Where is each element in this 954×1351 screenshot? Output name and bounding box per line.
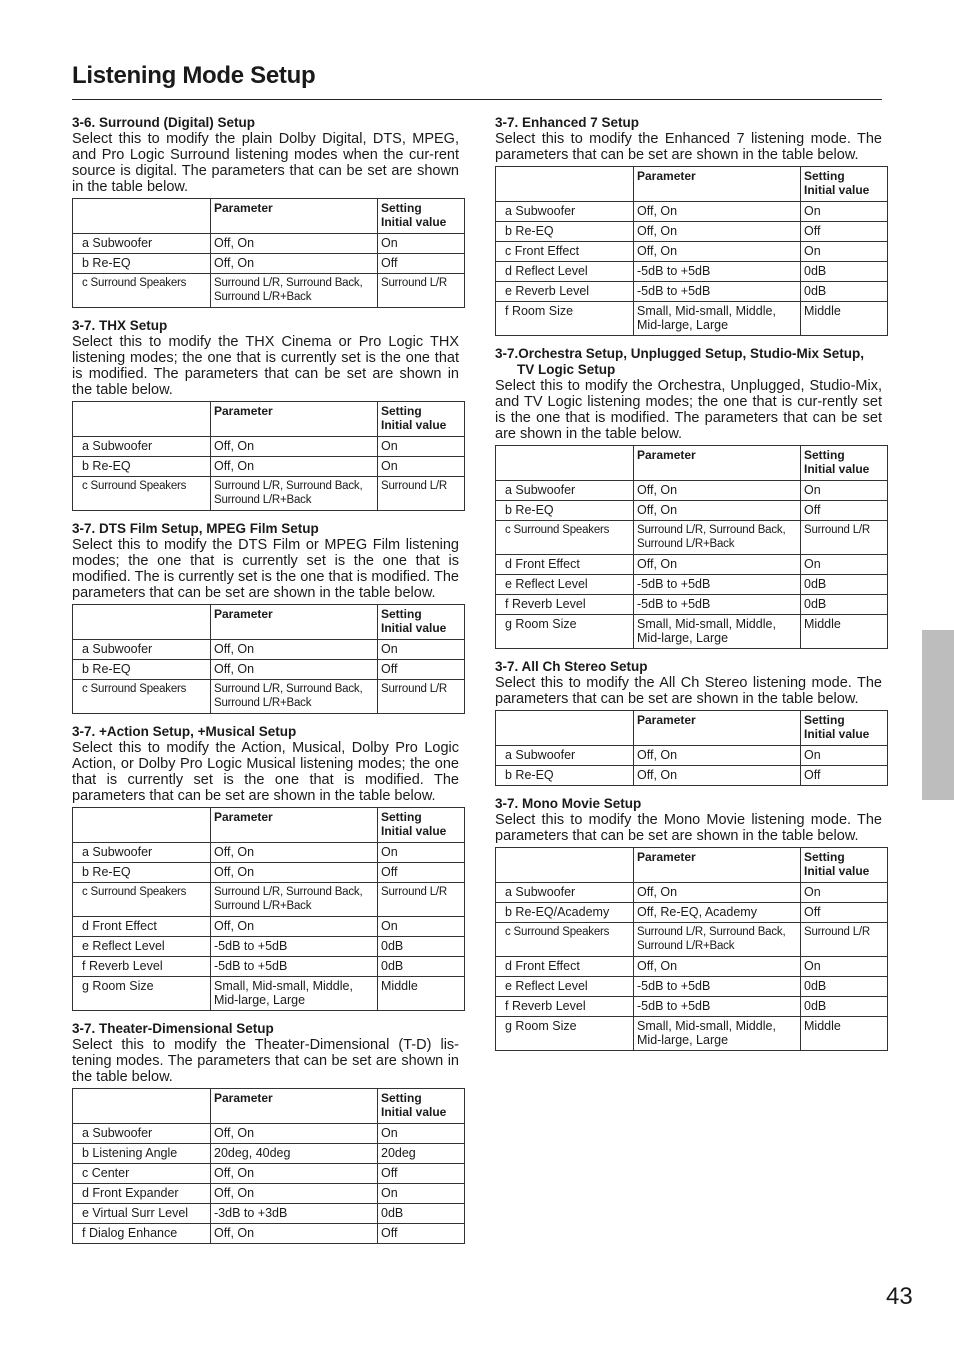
parameter-cell: Off, On xyxy=(634,555,801,575)
header-empty-cell xyxy=(73,199,211,234)
header-empty-cell xyxy=(73,808,211,843)
initial-value-cell: On xyxy=(378,234,465,254)
section-title: 3-7. Theater-Dimensional Setup xyxy=(72,1021,274,1036)
header-setting xyxy=(378,605,465,640)
table-row xyxy=(496,1017,888,1051)
initial-value-cell: On xyxy=(378,1124,465,1144)
parameter-table xyxy=(72,401,465,511)
item-cell: b Re-EQ xyxy=(496,222,634,242)
initial-value-cell: On xyxy=(801,202,888,222)
section-title: 3-7. All Ch Stereo Setup xyxy=(495,659,648,674)
table-row xyxy=(496,302,888,336)
header-setting xyxy=(378,808,465,843)
initial-value-cell: 0dB xyxy=(801,575,888,595)
initial-value-cell: 0dB xyxy=(801,282,888,302)
item-cell: b Re-EQ xyxy=(496,501,634,521)
page-title: Listening Mode Setup xyxy=(72,62,316,89)
header-setting-line2: Initial value xyxy=(804,864,870,878)
parameter-cell: Off, On xyxy=(211,660,378,680)
table-header-row xyxy=(496,167,888,202)
header-setting-line2: Initial value xyxy=(381,215,447,229)
item-cell: a Subwoofer xyxy=(73,843,211,863)
initial-value-cell: 0dB xyxy=(801,595,888,615)
initial-value-cell: 0dB xyxy=(801,977,888,997)
table-row xyxy=(496,575,888,595)
table-row xyxy=(73,1204,465,1224)
item-cell: f Reverb Level xyxy=(73,957,211,977)
section-description: Select this to modify the Orchestra, Unplugged, Studio-Mix, and TV Logic listening modes; the one that is cur-rently set is the one that is modified. The parameters that can be set are shown in the table below. xyxy=(495,378,882,442)
parameter-cell: -5dB to +5dB xyxy=(634,282,801,302)
parameter-cell: Off, On xyxy=(211,1184,378,1204)
table-row xyxy=(496,977,888,997)
header-parameter: Parameter xyxy=(211,199,378,234)
initial-value-cell: On xyxy=(801,555,888,575)
item-cell: f Room Size xyxy=(496,302,634,336)
initial-value-cell: On xyxy=(801,883,888,903)
initial-value-cell: Off xyxy=(801,222,888,242)
header-setting xyxy=(801,848,888,883)
table-row xyxy=(73,660,465,680)
table-row xyxy=(496,202,888,222)
item-cell: f Dialog Enhance xyxy=(73,1224,211,1244)
table-header-row xyxy=(73,199,465,234)
table-row xyxy=(496,521,888,555)
initial-value-cell: Middle xyxy=(801,1017,888,1051)
header-parameter: Parameter xyxy=(211,605,378,640)
table-row xyxy=(496,883,888,903)
table-row xyxy=(73,477,465,511)
table-row xyxy=(496,555,888,575)
item-cell: d Front Effect xyxy=(73,917,211,937)
header-setting-line2: Initial value xyxy=(381,418,447,432)
parameter-cell: Off, On xyxy=(211,1164,378,1184)
initial-value-cell: Surround L/R xyxy=(801,521,888,555)
setup-section xyxy=(72,1021,459,1244)
initial-value-cell: On xyxy=(378,843,465,863)
header-empty-cell xyxy=(73,605,211,640)
table-row xyxy=(73,957,465,977)
initial-value-cell: Middle xyxy=(801,302,888,336)
item-cell: e Virtual Surr Level xyxy=(73,1204,211,1224)
title-divider xyxy=(72,99,882,100)
parameter-cell: Off, On xyxy=(634,746,801,766)
header-setting-line1: Setting xyxy=(381,201,422,215)
table-row xyxy=(496,997,888,1017)
section-description: Select this to modify the All Ch Stereo listening mode. The parameters that can be set are shown in the table below. xyxy=(495,675,882,707)
table-row xyxy=(73,1224,465,1244)
item-cell: c Surround Speakers xyxy=(496,923,634,957)
table-row xyxy=(73,437,465,457)
table-row xyxy=(496,242,888,262)
item-cell: b Listening Angle xyxy=(73,1144,211,1164)
header-setting-line1: Setting xyxy=(804,713,845,727)
initial-value-cell: Surround L/R xyxy=(378,274,465,308)
header-setting xyxy=(801,446,888,481)
table-row xyxy=(73,680,465,714)
initial-value-cell: Off xyxy=(801,501,888,521)
table-row xyxy=(73,1144,465,1164)
parameter-cell: Off, Re-EQ, Academy xyxy=(634,903,801,923)
parameter-cell: Off, On xyxy=(634,242,801,262)
parameter-cell: Small, Mid-small, Middle, Mid-large, Large xyxy=(634,1017,801,1051)
item-cell: g Room Size xyxy=(73,977,211,1011)
setup-section xyxy=(72,724,459,1011)
parameter-cell: -5dB to +5dB xyxy=(211,957,378,977)
section-title: 3-7.Orchestra Setup, Unplugged Setup, Studio-Mix Setup, TV Logic Setup xyxy=(495,346,865,377)
header-setting-line2: Initial value xyxy=(804,462,870,476)
parameter-table xyxy=(495,445,888,649)
initial-value-cell: Surround L/R xyxy=(378,680,465,714)
header-setting-line1: Setting xyxy=(381,404,422,418)
parameter-cell: Off, On xyxy=(211,437,378,457)
item-cell: e Reverb Level xyxy=(496,282,634,302)
initial-value-cell: 20deg xyxy=(378,1144,465,1164)
initial-value-cell: On xyxy=(378,1184,465,1204)
parameter-cell: Off, On xyxy=(211,457,378,477)
parameter-cell: -5dB to +5dB xyxy=(634,595,801,615)
section-title: 3-7. THX Setup xyxy=(72,318,168,333)
parameter-cell: Surround L/R, Surround Back, Surround L/R+Back xyxy=(211,680,378,714)
page-number: 43 xyxy=(886,1283,913,1310)
parameter-cell: Off, On xyxy=(211,640,378,660)
header-setting-line1: Setting xyxy=(804,448,845,462)
table-row xyxy=(496,481,888,501)
initial-value-cell: 0dB xyxy=(378,957,465,977)
header-setting-line2: Initial value xyxy=(804,727,870,741)
item-cell: g Room Size xyxy=(496,1017,634,1051)
item-cell: a Subwoofer xyxy=(73,437,211,457)
initial-value-cell: On xyxy=(378,457,465,477)
table-row xyxy=(73,234,465,254)
initial-value-cell: Off xyxy=(378,1164,465,1184)
parameter-cell: Small, Mid-small, Middle, Mid-large, Large xyxy=(634,302,801,336)
parameter-cell: Off, On xyxy=(634,501,801,521)
parameter-table xyxy=(495,847,888,1051)
item-cell: c Surround Speakers xyxy=(73,883,211,917)
parameter-cell: Off, On xyxy=(211,1224,378,1244)
table-row xyxy=(496,903,888,923)
parameter-cell: Surround L/R, Surround Back, Surround L/R+Back xyxy=(634,521,801,555)
table-row xyxy=(496,923,888,957)
table-row xyxy=(73,843,465,863)
item-cell: a Subwoofer xyxy=(73,1124,211,1144)
header-parameter: Parameter xyxy=(634,167,801,202)
header-setting-line2: Initial value xyxy=(381,1105,447,1119)
item-cell: c Center xyxy=(73,1164,211,1184)
right-column xyxy=(495,115,882,1061)
initial-value-cell: On xyxy=(801,481,888,501)
item-cell: a Subwoofer xyxy=(496,202,634,222)
item-cell: b Re-EQ xyxy=(73,457,211,477)
section-description: Select this to modify the Action, Musical, Dolby Pro Logic Action, or Dolby Pro Logic Musical listening modes; the one that is currently set is the one that is modified. The parameters that can be set are shown in the table below. xyxy=(72,740,459,804)
section-description: Select this to modify the THX Cinema or Pro Logic THX listening modes; the one that is currently set is the one that is modified. The parameters that can be set are shown in the table below. xyxy=(72,334,459,398)
table-row xyxy=(73,1124,465,1144)
initial-value-cell: On xyxy=(801,242,888,262)
header-parameter: Parameter xyxy=(634,848,801,883)
initial-value-cell: On xyxy=(801,746,888,766)
header-parameter: Parameter xyxy=(211,402,378,437)
initial-value-cell: Middle xyxy=(801,615,888,649)
setup-section xyxy=(72,521,459,714)
initial-value-cell: Off xyxy=(378,863,465,883)
header-parameter: Parameter xyxy=(211,808,378,843)
parameter-table xyxy=(495,710,888,786)
table-row xyxy=(73,274,465,308)
parameter-cell: Off, On xyxy=(211,863,378,883)
table-row xyxy=(73,917,465,937)
parameter-cell: Surround L/R, Surround Back, Surround L/R+Back xyxy=(634,923,801,957)
section-description: Select this to modify the Mono Movie listening mode. The parameters that can be set are shown in the table below. xyxy=(495,812,882,844)
header-parameter: Parameter xyxy=(634,711,801,746)
parameter-cell: -5dB to +5dB xyxy=(211,937,378,957)
setup-section xyxy=(72,318,459,511)
header-setting-line1: Setting xyxy=(381,607,422,621)
section-title: 3-6. Surround (Digital) Setup xyxy=(72,115,256,130)
header-setting-line2: Initial value xyxy=(381,824,447,838)
parameter-cell: Small, Mid-small, Middle, Mid-large, Large xyxy=(211,977,378,1011)
item-cell: b Re-EQ xyxy=(73,254,211,274)
initial-value-cell: 0dB xyxy=(378,1204,465,1224)
header-setting-line1: Setting xyxy=(804,169,845,183)
initial-value-cell: On xyxy=(378,437,465,457)
setup-section xyxy=(72,115,459,308)
parameter-cell: Off, On xyxy=(211,234,378,254)
parameter-cell: Surround L/R, Surround Back, Surround L/R+Back xyxy=(211,477,378,511)
section-title: 3-7. Mono Movie Setup xyxy=(495,796,642,811)
header-parameter: Parameter xyxy=(634,446,801,481)
table-row xyxy=(496,766,888,786)
item-cell: a Subwoofer xyxy=(496,746,634,766)
header-setting xyxy=(801,711,888,746)
initial-value-cell: Off xyxy=(378,660,465,680)
table-row xyxy=(73,937,465,957)
table-header-row xyxy=(496,711,888,746)
item-cell: b Re-EQ xyxy=(73,863,211,883)
initial-value-cell: Off xyxy=(378,254,465,274)
header-parameter: Parameter xyxy=(211,1089,378,1124)
item-cell: d Front Expander xyxy=(73,1184,211,1204)
setup-section xyxy=(495,796,882,1051)
initial-value-cell: Off xyxy=(378,1224,465,1244)
item-cell: b Re-EQ xyxy=(73,660,211,680)
parameter-cell: Off, On xyxy=(211,254,378,274)
table-row xyxy=(496,615,888,649)
table-header-row xyxy=(496,848,888,883)
initial-value-cell: 0dB xyxy=(378,937,465,957)
initial-value-cell: Off xyxy=(801,903,888,923)
item-cell: e Reflect Level xyxy=(496,977,634,997)
table-row xyxy=(73,863,465,883)
parameter-cell: Off, On xyxy=(634,202,801,222)
item-cell: f Reverb Level xyxy=(496,595,634,615)
initial-value-cell: On xyxy=(378,640,465,660)
initial-value-cell: On xyxy=(801,957,888,977)
table-row xyxy=(496,501,888,521)
item-cell: g Room Size xyxy=(496,615,634,649)
initial-value-cell: Surround L/R xyxy=(378,883,465,917)
chapter-side-tab xyxy=(922,630,954,800)
item-cell: a Subwoofer xyxy=(73,234,211,254)
header-empty-cell xyxy=(73,1089,211,1124)
parameter-cell: Off, On xyxy=(211,1124,378,1144)
header-setting-line2: Initial value xyxy=(381,621,447,635)
item-cell: a Subwoofer xyxy=(496,481,634,501)
table-row xyxy=(496,282,888,302)
parameter-table xyxy=(72,604,465,714)
initial-value-cell: 0dB xyxy=(801,262,888,282)
item-cell: c Surround Speakers xyxy=(73,680,211,714)
item-cell: a Subwoofer xyxy=(496,883,634,903)
table-row xyxy=(73,457,465,477)
section-description: Select this to modify the plain Dolby Digital, DTS, MPEG, and Pro Logic Surround listening modes when the cur-rent source is digital. The parameters that can be set are shown in the table below. xyxy=(72,131,459,195)
item-cell: e Reflect Level xyxy=(73,937,211,957)
header-empty-cell xyxy=(73,402,211,437)
header-empty-cell xyxy=(496,167,634,202)
parameter-cell: Small, Mid-small, Middle, Mid-large, Large xyxy=(634,615,801,649)
item-cell: a Subwoofer xyxy=(73,640,211,660)
table-row xyxy=(496,957,888,977)
table-row xyxy=(496,262,888,282)
section-title: 3-7. DTS Film Setup, MPEG Film Setup xyxy=(72,521,319,536)
initial-value-cell: Surround L/R xyxy=(378,477,465,511)
header-empty-cell xyxy=(496,848,634,883)
section-title: 3-7. +Action Setup, +Musical Setup xyxy=(72,724,297,739)
item-cell: d Front Effect xyxy=(496,957,634,977)
table-row xyxy=(73,1164,465,1184)
table-header-row xyxy=(73,808,465,843)
table-header-row xyxy=(73,402,465,437)
header-setting-line1: Setting xyxy=(381,810,422,824)
left-column xyxy=(72,115,459,1254)
parameter-cell: Off, On xyxy=(634,766,801,786)
item-cell: d Reflect Level xyxy=(496,262,634,282)
parameter-table xyxy=(72,198,465,308)
initial-value-cell: Off xyxy=(801,766,888,786)
table-row xyxy=(496,595,888,615)
setup-section xyxy=(495,659,882,786)
item-cell: e Reflect Level xyxy=(496,575,634,595)
parameter-cell: -5dB to +5dB xyxy=(634,997,801,1017)
item-cell: c Surround Speakers xyxy=(73,477,211,511)
section-description: Select this to modify the Enhanced 7 listening mode. The parameters that can be set are shown in the table below. xyxy=(495,131,882,163)
header-setting xyxy=(801,167,888,202)
header-setting-line2: Initial value xyxy=(804,183,870,197)
item-cell: b Re-EQ/Academy xyxy=(496,903,634,923)
parameter-cell: -5dB to +5dB xyxy=(634,575,801,595)
parameter-cell: -3dB to +3dB xyxy=(211,1204,378,1224)
initial-value-cell: On xyxy=(378,917,465,937)
table-row xyxy=(73,1184,465,1204)
parameter-cell: Off, On xyxy=(634,481,801,501)
section-description: Select this to modify the Theater-Dimensional (T-D) lis-tening modes. The parameters that can be set are shown in the table below. xyxy=(72,1037,459,1085)
parameter-table xyxy=(72,807,465,1011)
item-cell: c Surround Speakers xyxy=(73,274,211,308)
header-setting xyxy=(378,199,465,234)
setup-section xyxy=(495,346,882,649)
header-empty-cell xyxy=(496,446,634,481)
table-row xyxy=(73,977,465,1011)
parameter-cell: -5dB to +5dB xyxy=(634,977,801,997)
parameter-cell: Off, On xyxy=(211,917,378,937)
initial-value-cell: 0dB xyxy=(801,997,888,1017)
table-row xyxy=(73,254,465,274)
header-setting-line1: Setting xyxy=(381,1091,422,1105)
section-title: 3-7. Enhanced 7 Setup xyxy=(495,115,640,130)
section-description: Select this to modify the DTS Film or MPEG Film listening modes; the one that is currently set is the one that is modified. The is currently set is the one that is modified. The parameters that can be set are shown in the table below. xyxy=(72,537,459,601)
parameter-cell: 20deg, 40deg xyxy=(211,1144,378,1164)
table-row xyxy=(73,640,465,660)
table-header-row xyxy=(73,1089,465,1124)
table-header-row xyxy=(496,446,888,481)
header-setting-line1: Setting xyxy=(804,850,845,864)
parameter-cell: Off, On xyxy=(634,883,801,903)
header-setting xyxy=(378,1089,465,1124)
item-cell: d Front Effect xyxy=(496,555,634,575)
table-header-row xyxy=(73,605,465,640)
header-setting xyxy=(378,402,465,437)
header-empty-cell xyxy=(496,711,634,746)
item-cell: c Surround Speakers xyxy=(496,521,634,555)
table-row xyxy=(496,746,888,766)
parameter-table xyxy=(72,1088,465,1244)
setup-section xyxy=(495,115,882,336)
parameter-cell: Surround L/R, Surround Back, Surround L/R+Back xyxy=(211,274,378,308)
parameter-cell: Off, On xyxy=(634,957,801,977)
parameter-cell: Off, On xyxy=(211,843,378,863)
item-cell: c Front Effect xyxy=(496,242,634,262)
parameter-cell: -5dB to +5dB xyxy=(634,262,801,282)
initial-value-cell: Surround L/R xyxy=(801,923,888,957)
item-cell: f Reverb Level xyxy=(496,997,634,1017)
table-row xyxy=(73,883,465,917)
parameter-table xyxy=(495,166,888,336)
parameter-cell: Surround L/R, Surround Back, Surround L/R+Back xyxy=(211,883,378,917)
parameter-cell: Off, On xyxy=(634,222,801,242)
table-row xyxy=(496,222,888,242)
initial-value-cell: Middle xyxy=(378,977,465,1011)
item-cell: b Re-EQ xyxy=(496,766,634,786)
